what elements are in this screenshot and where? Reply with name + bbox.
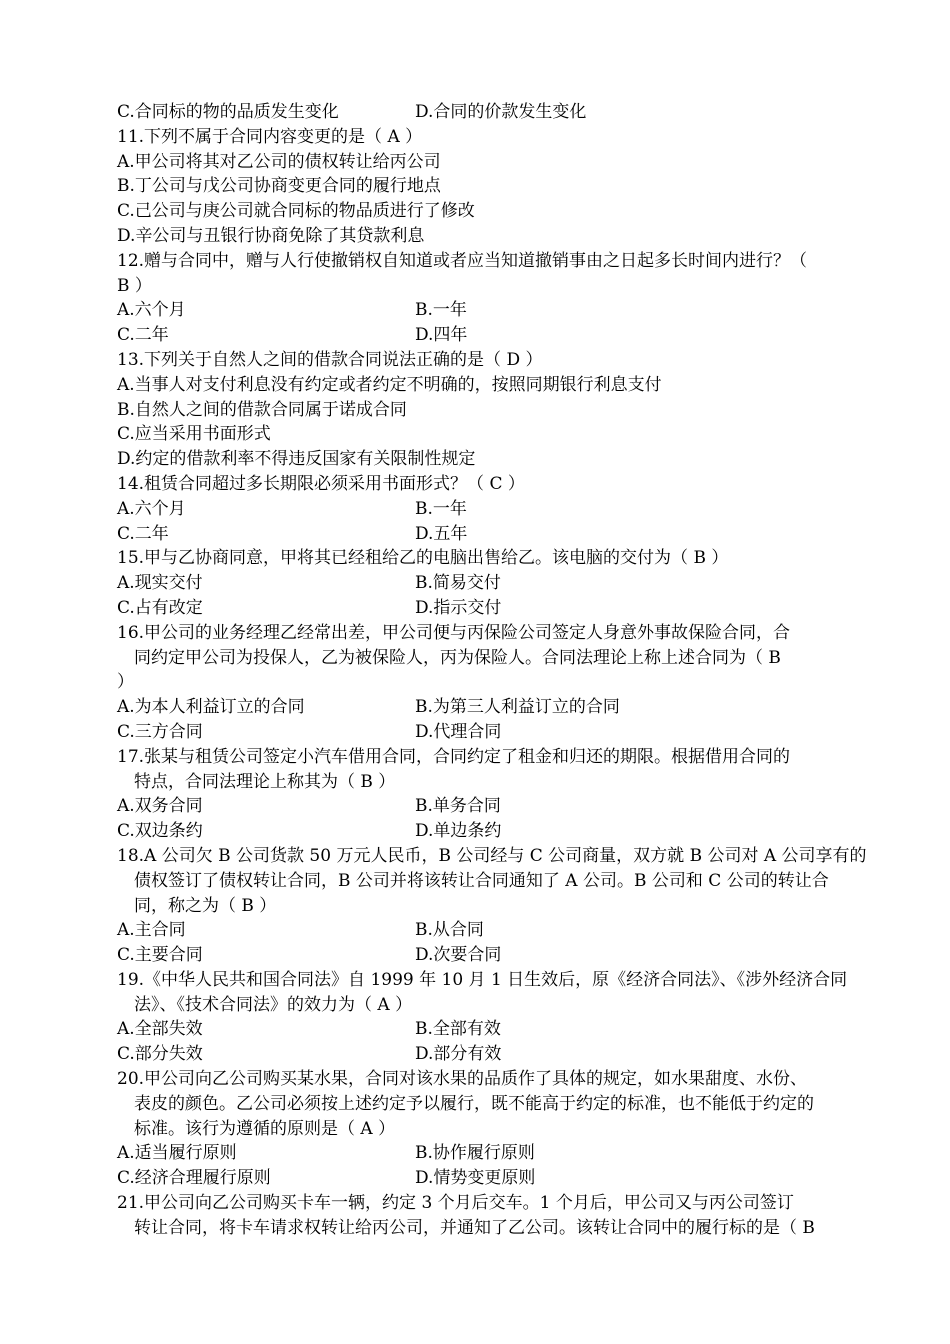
option-left: C.占有改定: [117, 597, 203, 618]
option-row: [117, 1141, 885, 1166]
option-right: B.从合同: [415, 920, 484, 941]
option-left: A.六个月: [117, 300, 186, 321]
text-line: D.约定的借款利率不得违反国家有关限制性规定: [117, 449, 476, 470]
option-right: D.部分有效: [415, 1044, 502, 1065]
option-row: [117, 1017, 885, 1042]
option-row: [117, 596, 885, 621]
option-right: B.协作履行原则: [415, 1143, 535, 1164]
option-row: [117, 794, 885, 819]
option-row: [117, 323, 885, 348]
option-left: C.经济合理履行原则: [117, 1168, 271, 1189]
option-row: [117, 497, 885, 522]
text-line: 15.甲与乙协商同意，甲将其已经租给乙的电脑出售给乙。该电脑的交付为（ B ）: [117, 548, 729, 569]
option-left: C.三方合同: [117, 721, 203, 742]
option-right: D.四年: [415, 325, 468, 346]
text-line: 表皮的颜色。乙公司必须按上述约定予以履行，既不能高于约定的标准，也不能低于约定的: [134, 1093, 814, 1114]
option-left: A.现实交付: [117, 573, 203, 594]
text-line: B.丁公司与戊公司协商变更合同的履行地点: [117, 176, 441, 197]
option-right: D.单边条约: [415, 821, 502, 842]
option-left: A.六个月: [117, 498, 186, 519]
option-left: A.双务合同: [117, 796, 203, 817]
option-right: D.代理合同: [415, 721, 502, 742]
option-left: C.双边条约: [117, 821, 203, 842]
option-row: [117, 298, 885, 323]
option-row: [117, 943, 885, 968]
option-right: B.简易交付: [415, 573, 501, 594]
option-left: C.二年: [117, 523, 169, 544]
option-row: [117, 522, 885, 547]
option-right: D.合同的价款发生变化: [415, 102, 587, 122]
text-line: 18.A 公司欠 B 公司货款 50 万元人民币，B 公司经与 C 公司商量，双方就 B 公司对 A 公司享有的: [117, 845, 867, 866]
option-row: [117, 918, 885, 943]
option-row: [117, 100, 885, 125]
text-line: 20.甲公司向乙公司购买某水果，合同对该水果的品质作了具体的规定，如水果甜度、水份、: [117, 1069, 808, 1090]
text-line: 17.张某与租赁公司签定小汽车借用合同，合同约定了租金和归还的期限。根据借用合同的: [117, 746, 791, 767]
option-right: D.次要合同: [415, 945, 502, 966]
option-right: B.一年: [415, 498, 467, 519]
option-row: [117, 720, 885, 745]
text-line: 特点，合同法理论上称其为（ B ）: [134, 771, 396, 792]
option-left: A.全部失效: [117, 1019, 203, 1040]
text-line: D.辛公司与丑银行协商免除了其贷款利息: [117, 225, 425, 246]
option-right: B.全部有效: [415, 1019, 501, 1040]
text-line: B.自然人之间的借款合同属于诺成合同: [117, 399, 407, 420]
text-line: ）: [117, 672, 134, 693]
option-right: B.单务合同: [415, 796, 501, 817]
option-right: D.五年: [415, 523, 468, 544]
option-left: C.合同标的物的品质发生变化: [117, 102, 339, 122]
option-left: C.部分失效: [117, 1044, 203, 1065]
text-line: 同约定甲公司为投保人，乙为被保险人，丙为保险人。合同法理论上称上述合同为（ B: [134, 647, 781, 668]
text-line: A.甲公司将其对乙公司的债权转让给丙公司: [117, 151, 441, 172]
document-page: [117, 100, 885, 1241]
text-line: 11.下列不属于合同内容变更的是（ A ）: [117, 126, 423, 147]
option-left: A.主合同: [117, 920, 186, 941]
option-left: A.适当履行原则: [117, 1143, 237, 1164]
text-line: 债权签订了债权转让合同，B 公司并将该转让合同通知了 A 公司。B 公司和 C 公司的转让合: [134, 870, 829, 891]
option-right: D.指示交付: [415, 597, 502, 618]
text-line: C.应当采用书面形式: [117, 424, 271, 445]
text-line: 转让合同，将卡车请求权转让给丙公司，并通知了乙公司。该转让合同中的履行标的是（ B: [134, 1217, 815, 1238]
text-line: 同，称之为（ B ）: [134, 895, 277, 916]
text-line: 21.甲公司向乙公司购买卡车一辆，约定 3 个月后交车。1 个月后，甲公司又与丙公司签订: [117, 1193, 794, 1214]
text-line: A.当事人对支付利息没有约定或者约定不明确的，按照同期银行利息支付: [117, 374, 662, 395]
option-right: B.一年: [415, 300, 467, 321]
option-row: [117, 1042, 885, 1067]
option-row: [117, 695, 885, 720]
text-line: C.己公司与庚公司就合同标的物品质进行了修改: [117, 201, 475, 222]
option-right: B.为第三人利益订立的合同: [415, 697, 620, 718]
option-right: D.情势变更原则: [415, 1168, 536, 1189]
text-line: 14.租赁合同超过多长期限必须采用书面形式？（ C ）: [117, 473, 525, 494]
text-line: 12.赠与合同中，赠与人行使撤销权自知道或者应当知道撤销事由之日起多长时间内进行？（: [117, 250, 808, 271]
text-line: B ）: [117, 275, 152, 296]
option-left: C.二年: [117, 325, 169, 346]
text-line: 法》、《技术合同法》的效力为（ A ）: [134, 994, 413, 1015]
text-line: 标准。该行为遵循的原则是（ A ）: [134, 1118, 396, 1139]
option-left: C.主要合同: [117, 945, 203, 966]
text-line: 19.《中华人民共和国合同法》自 1999 年 10 月 1 日生效后，原《经济合同法》、《涉外经济合同: [117, 969, 848, 990]
option-row: [117, 571, 885, 596]
text-line: 13.下列关于自然人之间的借款合同说法正确的是（ D ）: [117, 349, 543, 370]
option-row: [117, 819, 885, 844]
text-line: 16.甲公司的业务经理乙经常出差，甲公司便与丙保险公司签定人身意外事故保险合同，合: [117, 622, 791, 643]
option-left: A.为本人利益订立的合同: [117, 697, 305, 718]
option-row: [117, 1166, 885, 1191]
